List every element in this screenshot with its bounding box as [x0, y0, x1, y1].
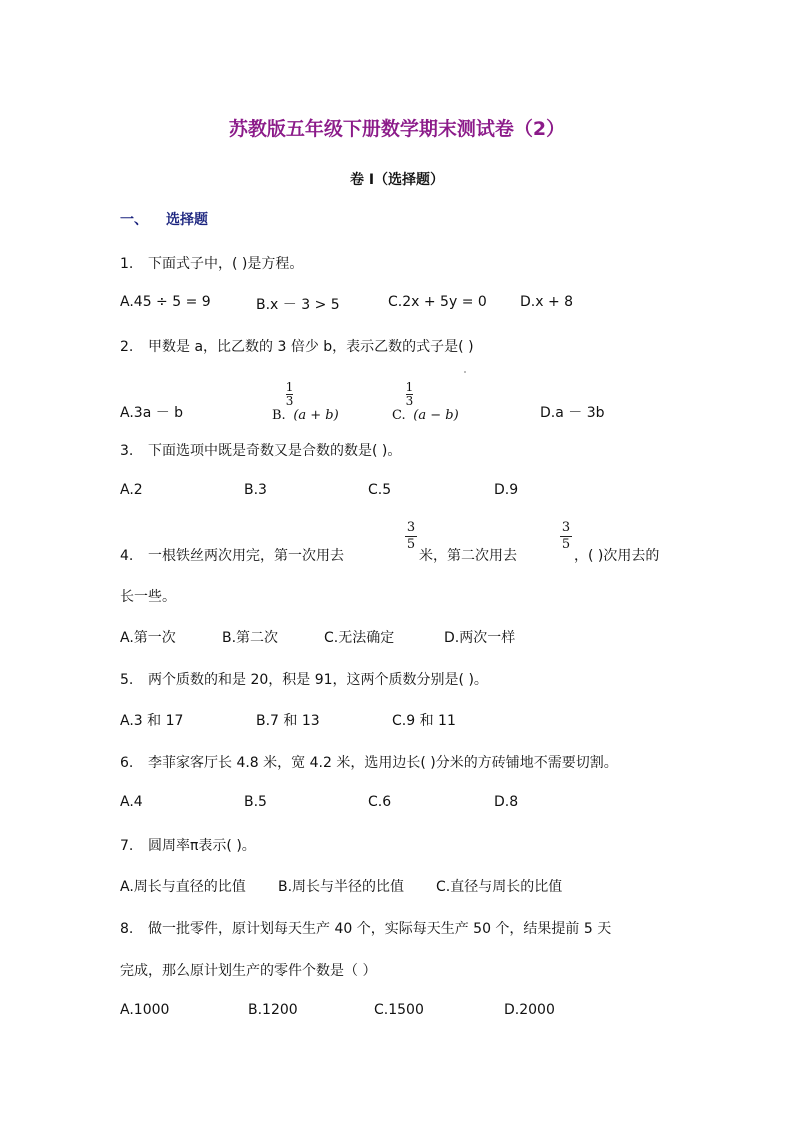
q7-option-a: A.周长与直径的比值	[120, 879, 246, 895]
page-title: 苏教版五年级下册数学期末测试卷（2）	[228, 118, 566, 140]
q5-option-a: A.3 和 17	[120, 713, 184, 729]
question-text: 圆周率π表示( )。	[148, 838, 256, 854]
question-text-a: 一根铁丝两次用完，第一次用去	[148, 548, 344, 564]
q5-option-b: B.7 和 13	[256, 713, 320, 729]
fraction-one-third: $\frac{1}{3}$	[285, 380, 294, 408]
q1-option-d: D.x + 8	[520, 294, 574, 310]
q3-option-a: A.2	[120, 482, 143, 498]
section-heading	[120, 209, 208, 229]
q6-option-d: D.8	[494, 794, 519, 810]
q5-option-c: C.9 和 11	[392, 713, 456, 729]
q3-option-c: C.5	[368, 482, 392, 498]
question-8-line-2: 完成，那么原计划生产的零件个数是（ ）	[120, 963, 377, 979]
q7-option-c: C.直径与周长的比值	[436, 879, 563, 895]
question-text: 下面选项中既是奇数又是合数的数是( )。	[148, 443, 402, 459]
q2-option-b	[272, 381, 339, 423]
section-number: 一、	[120, 212, 148, 228]
q6-option-b: B.5	[244, 794, 267, 810]
question-number: 6.	[120, 755, 134, 771]
q8-option-b: B.1200	[248, 1002, 298, 1018]
page-subtitle: 卷 I（选择题）	[349, 172, 445, 188]
question-7	[120, 835, 256, 855]
q1-option-b: B.x － 3 > 5	[256, 297, 340, 313]
q2-option-b-expr: (a + b)	[293, 408, 339, 423]
question-2	[120, 336, 474, 356]
question-text-c: ，( )次用去的	[574, 548, 660, 564]
question-text-a: 做一批零件，原计划每天生产 40 个，实际每天生产 50 个，结果提前 5 天	[148, 921, 612, 937]
q8-option-d: D.2000	[504, 1002, 555, 1018]
q6-option-a: A.4	[120, 794, 143, 810]
q2-option-c-letter: C.	[392, 408, 406, 423]
q2-option-b-letter: B.	[272, 408, 286, 423]
question-number: 3.	[120, 443, 134, 459]
question-1	[120, 253, 303, 273]
question-number: 1.	[120, 256, 134, 272]
q8-option-a: A.1000	[120, 1002, 170, 1018]
fraction-one-third: $\frac{1}{3}$	[405, 380, 414, 408]
question-4-line-2: 长一些。	[120, 589, 176, 605]
question-number: 8.	[120, 921, 134, 937]
question-text: 李菲家客厅长 4.8 米，宽 4.2 米，选用边长( )分米的方砖铺地不需要切割。	[148, 755, 618, 771]
stray-dot	[464, 371, 466, 373]
question-number: 5.	[120, 672, 134, 688]
q4-option-d: D.两次一样	[444, 630, 516, 646]
question-text: 下面式子中，( )是方程。	[148, 256, 304, 272]
question-4-line-1	[120, 545, 344, 565]
q1-option-c: C.2x + 5y = 0	[388, 294, 487, 310]
fraction-three-fifths: 3 5	[406, 520, 416, 552]
question-text-b: 米，第二次用去	[419, 548, 517, 564]
q6-option-c: C.6	[368, 794, 392, 810]
question-text: 两个质数的和是 20，积是 91，这两个质数分别是( )。	[148, 672, 488, 688]
question-8-line-1	[120, 918, 611, 938]
q3-option-d: D.9	[494, 482, 519, 498]
q4-option-a: A.第一次	[120, 630, 176, 646]
q2-option-a: A.3a － b	[120, 405, 184, 421]
q8-option-c: C.1500	[374, 1002, 424, 1018]
q2-option-c-expr: (a − b)	[413, 408, 459, 423]
q4-option-b: B.第二次	[222, 630, 279, 646]
q2-option-c	[392, 381, 459, 423]
q2-option-d: D.a － 3b	[540, 405, 605, 421]
question-number: 4.	[120, 548, 134, 564]
question-number: 7.	[120, 838, 134, 854]
section-label: 选择题	[166, 212, 208, 228]
question-text: 甲数是 a，比乙数的 3 倍少 b，表示乙数的式子是( )	[148, 339, 474, 355]
question-5	[120, 669, 488, 689]
q7-option-b: B.周长与半径的比值	[278, 879, 405, 895]
q4-option-c: C.无法确定	[324, 630, 395, 646]
question-3	[120, 440, 401, 460]
fraction-three-fifths: 3 5	[561, 520, 571, 552]
q1-option-a: A.45 ÷ 5 = 9	[120, 294, 211, 310]
question-number: 2.	[120, 339, 134, 355]
question-6	[120, 752, 618, 772]
q3-option-b: B.3	[244, 482, 267, 498]
